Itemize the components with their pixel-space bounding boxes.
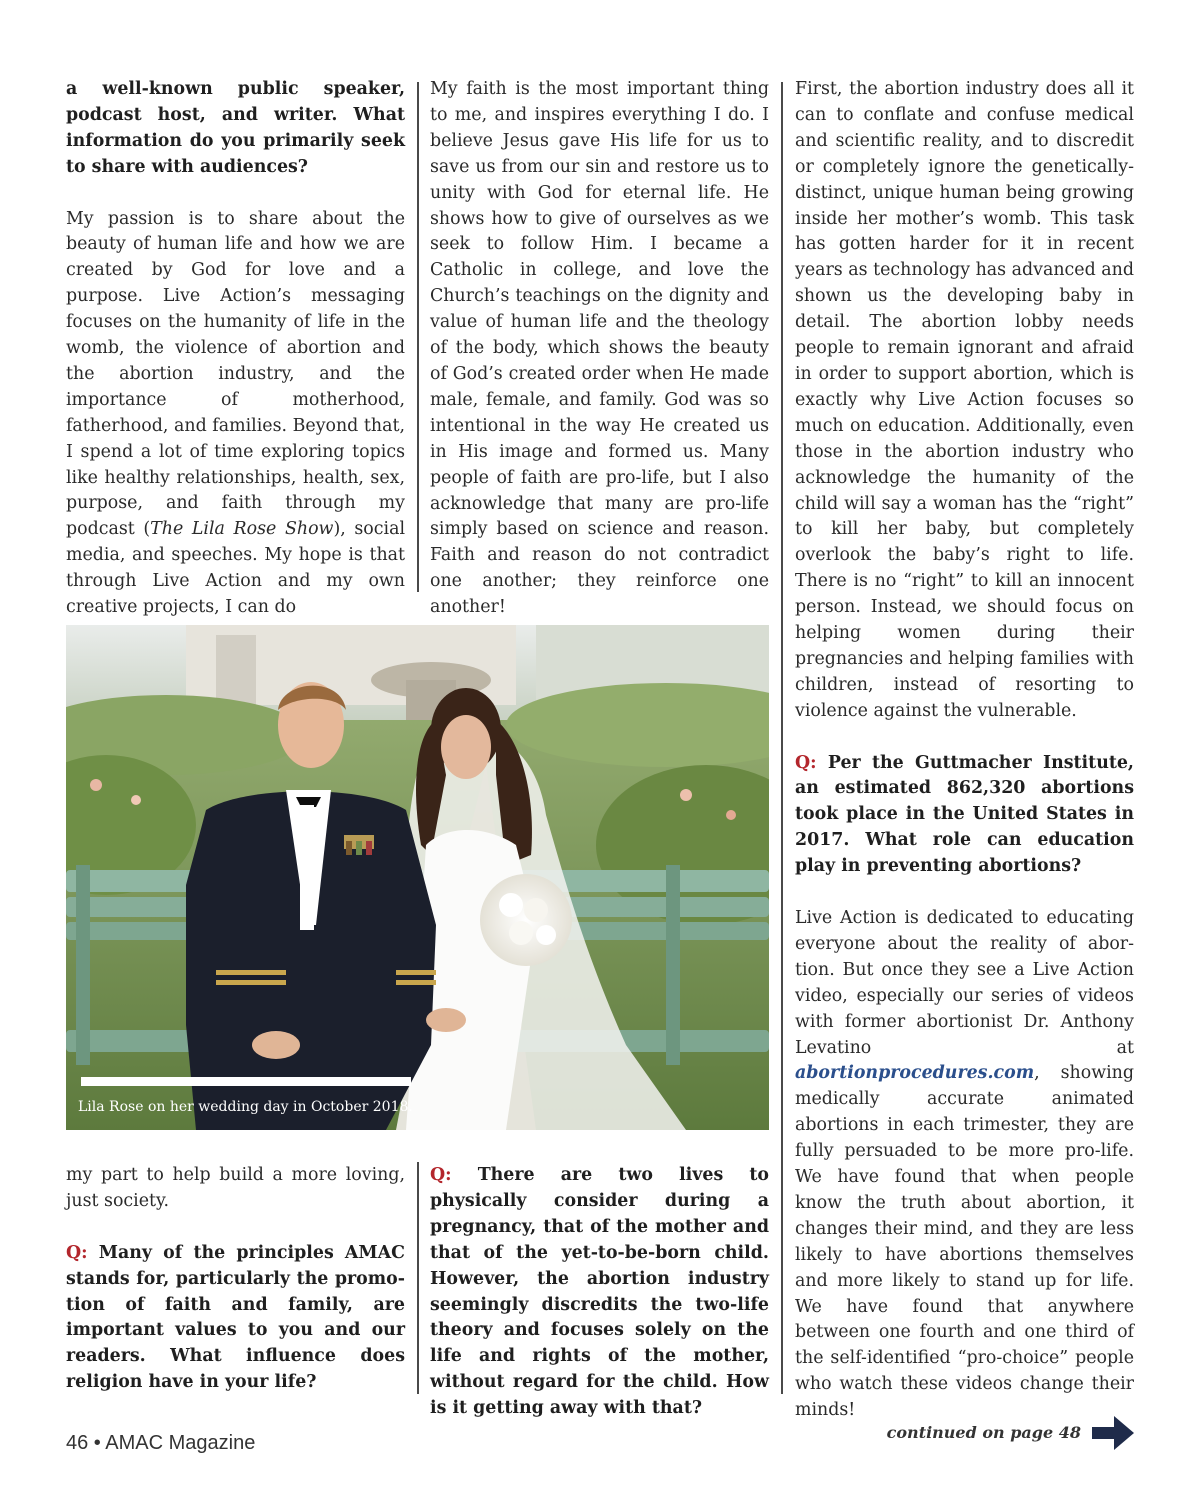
column-2-top xyxy=(430,77,769,621)
answer-text: , showing medically accurate animated abortions in each trimester, they are fully persuaded to be more pro-life. We have found that when people know the truth about abortion, it changes their mind, and they are less likely to have abortions themselves and more likely to stand up for life. We have found that anywhere between one fourth and one third of the self-identified “pro-choice” people who watch these videos change their minds! xyxy=(795,1063,1134,1421)
answer-text: Live Action is dedicated to educating everyone about the reality of abortion. But once they see a Live Action video, especially our series of videos with former abortionist Dr. Anthony Levatino at xyxy=(795,907,1134,1058)
abortionprocedures-link[interactable]: abortionprocedures.com xyxy=(795,1063,1035,1084)
q-label: Q: xyxy=(430,1165,452,1185)
arrow-right-icon[interactable] xyxy=(1090,1413,1136,1453)
column-3 xyxy=(795,77,1134,1424)
answer-text: My passion is to share about the beauty of human life and how we are created by God for love and a purpose. Live Action’s messaging focuses on the humanity of life in the womb, the violence of abortion and the abortion industry, and the importance of motherhood, fatherhood, and families. Beyond that, I spend a lot of time exploring topics like healthy relationships, health, sex, purpose, and faith through my podcast ( xyxy=(66,208,405,540)
column-1-bottom xyxy=(66,1163,405,1396)
question-text: Per the Guttmacher Institute, an estimated 862,320 abortions took place in the United States in 2017. What role can education play in preventing abortions? xyxy=(795,752,1134,877)
page-footer-label: 46 • AMAC Magazine xyxy=(66,1432,256,1454)
column-divider xyxy=(417,82,419,592)
answer-passion xyxy=(66,207,405,622)
q-label: Q: xyxy=(795,752,817,773)
column-divider xyxy=(781,82,783,1392)
question-religion xyxy=(66,1241,405,1396)
continued-note[interactable]: continued on page 48 xyxy=(886,1423,1081,1442)
wedding-photo-illustration xyxy=(66,625,769,1130)
answer-text: ), social media, and speeches. My hope is that through Live Action and my own creative projects, I can do xyxy=(66,519,406,618)
answer-education xyxy=(795,906,1134,1424)
photo-caption: Lila Rose on her wedding day in October 2018. xyxy=(78,1099,413,1115)
column-1-top xyxy=(66,77,405,621)
column-divider xyxy=(417,1162,419,1394)
answer-end: my part to help build a more loving, just society. xyxy=(66,1165,405,1211)
question-education xyxy=(795,751,1134,881)
podcast-title: The Lila Rose Show xyxy=(150,519,334,540)
q-label: Q: xyxy=(66,1242,88,1263)
answer-abortion-industry: First, the abortion industry does all it can to conflate and confuse medical and scientific reality, and to discredit or completely ignore the genetically-distinct, unique human being growing inside her mother’s womb. This task has gotten harder for it in recent years as technology has advanced and shown us the developing baby in detail. The abortion lobby needs people to remain ignorant and afraid in order to support abortion, which is exactly why Live Action focuses so much on education. Additionally, even those in the abortion industry who acknowledge the humanity of the child will say a woman has the “right” to kill her baby, but completely overlook the baby’s right to life. There is no “right” to kill an innocent person. Instead, we should focus on helping women during their pregnancies and helping families with children, instead of resorting to violence against the vulnerable. xyxy=(795,79,1134,721)
question-continued: a well-known public speaker, podcast host, and writer. What information do you primarily seek to share with audiences? xyxy=(66,79,405,177)
question-text: There are two lives to physically consider during a pregnancy, that of the mother and that of the yet-to-be-born child. However, the abortion industry seemingly discredits the two-life theory and focuses solely on the life and rights of the mother, without regard for the child. How is it getting away with that? xyxy=(430,1165,770,1419)
caption-bar xyxy=(81,1077,411,1086)
question-text: Many of the principles AMAC stands for, particularly the promotion of faith and family, are important values to you and our readers. What influence does religion have in your life? xyxy=(66,1242,405,1393)
question-two-lives xyxy=(430,1163,769,1422)
answer-faith: My faith is the most important thing to me, and inspires everything I do. I believe Jesus gave His life for us to save us from our sin and restore us to unity with God for eternal life. He shows how to give of ourselves as we seek to follow Him. I became a Catholic in college, and love the Church’s teachings on the dignity and value of human life and the theology of the body, which shows the beauty of God’s created order when He made male, female, and family. God was so intentional in the way He created us in His image and formed us. Many people of faith are pro-life, but I also acknowledge that many are pro-life simply based on science and reason. Faith and reason do not contradict one another; they reinforce one another! xyxy=(430,79,769,618)
wedding-photo xyxy=(66,625,769,1130)
column-2-bottom xyxy=(430,1163,769,1422)
